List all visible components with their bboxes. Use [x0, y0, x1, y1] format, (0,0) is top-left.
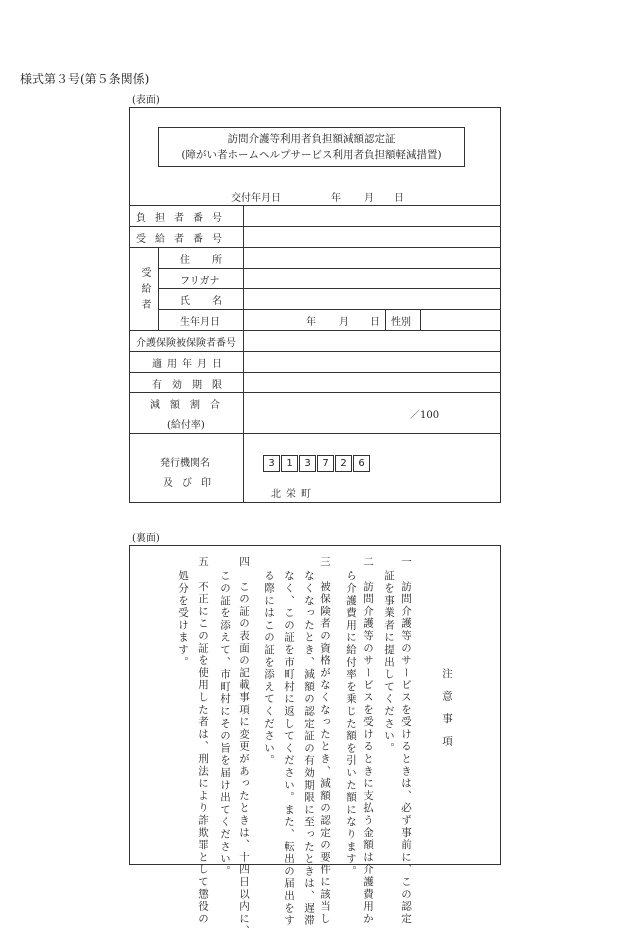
address-label: 住所 [180, 255, 244, 266]
issuer-code-digit: 7 [317, 455, 334, 472]
issuer-code-digit: 6 [353, 455, 370, 472]
issuer-code-digit: 2 [335, 455, 352, 472]
note-line: 処分を受けます。 [177, 570, 189, 669]
note-line: なくなったとき、減額の認定証の有効期限に至ったときは、遅滞 [303, 570, 315, 927]
title-main: 訪問介護等利用者負担額減額認定証 [227, 133, 396, 145]
issuer-seal-label: 及び印 [163, 478, 220, 489]
valid-period-label: 有効期限 [152, 380, 232, 391]
note-line: 一 訪問介護等のサービスを受けるときは、必ず事前に、この認定 [400, 556, 412, 925]
issuer-code-digit: 1 [281, 455, 298, 472]
note-line: 証を事業者に提出してください。 [383, 570, 395, 755]
table-divider [129, 330, 501, 331]
note-line: 三 被保険者の資格がなくなったとき、減額の認定の要件に該当し [319, 556, 331, 925]
note-line: 二 訪問介護等のサービスを受けるときに支払う金額は介護費用か [362, 556, 374, 925]
table-divider [129, 226, 501, 227]
title-sub: (障がい者ホームヘルプサービス利用者負担額軽減措置) [181, 149, 442, 161]
birth-day: 日 [370, 317, 380, 328]
issuer-name: 北栄町 [271, 489, 316, 500]
issuer-label: 発行機関名 [160, 458, 210, 469]
table-divider [158, 288, 501, 289]
rate-denominator: ／100 [410, 410, 440, 421]
form-number: 様式第３号(第５条関係) [20, 72, 150, 86]
issuer-code-digit: 3 [299, 455, 316, 472]
table-column-divider [385, 309, 386, 330]
sex-label: 性別 [391, 317, 411, 328]
issue-date-label: 交付年月日 [231, 193, 281, 204]
table-divider [129, 247, 501, 248]
note-line: 四 この証の表面の記載事項に変更があったときは、十四日以内に、 [238, 556, 250, 937]
birth-year: 年 [306, 317, 316, 328]
apply-date-label: 適用年月日 [152, 359, 227, 370]
issue-day: 日 [394, 193, 404, 204]
birth-date-label: 生年月日 [180, 317, 220, 328]
table-divider [129, 351, 501, 352]
table-divider [129, 433, 501, 434]
front-side-label: (表面) [132, 95, 160, 106]
insurance-number-label: 介護保険被保険者番号 [136, 338, 236, 349]
table-divider [129, 205, 501, 206]
note-line: ら介護費用に給付率を乗じた額を引いた額になります。 [345, 570, 357, 878]
table-divider [158, 309, 501, 310]
table-divider [129, 372, 501, 373]
issue-month: 月 [364, 193, 374, 204]
birth-month: 月 [339, 317, 349, 328]
benefit-rate-label: (給付率) [167, 420, 205, 431]
recipient-group-label: 受給者 [139, 267, 150, 315]
note-line: この証を添えて、市町村にその旨を届け出てください。 [219, 570, 231, 878]
back-side-label: (裏面) [132, 533, 160, 544]
recipient-number-label: 受給者番号 [136, 234, 231, 245]
furigana-label: フリガナ [180, 276, 220, 287]
table-column-divider [420, 309, 421, 330]
note-line: る際にはこの証を添えてください。 [263, 570, 275, 767]
table-divider [158, 268, 501, 269]
reduction-rate-label: 減額割合 [150, 400, 230, 411]
note-line: なく、この証を市町村に返してください。また、転出の届出をす [283, 570, 295, 927]
notes-heading: 注意事項 [441, 668, 453, 758]
issue-year: 年 [331, 193, 341, 204]
name-label: 氏名 [180, 296, 244, 307]
note-line: 五 不正にこの証を使用した者は、刑法により詐欺罪として懲役の [197, 556, 209, 925]
certificate-title [158, 127, 465, 167]
issuer-code-digit: 3 [263, 455, 280, 472]
burden-number-label: 負担者番号 [136, 213, 231, 224]
table-column-divider [158, 247, 159, 330]
table-column-divider [243, 205, 244, 503]
table-divider [129, 392, 501, 393]
